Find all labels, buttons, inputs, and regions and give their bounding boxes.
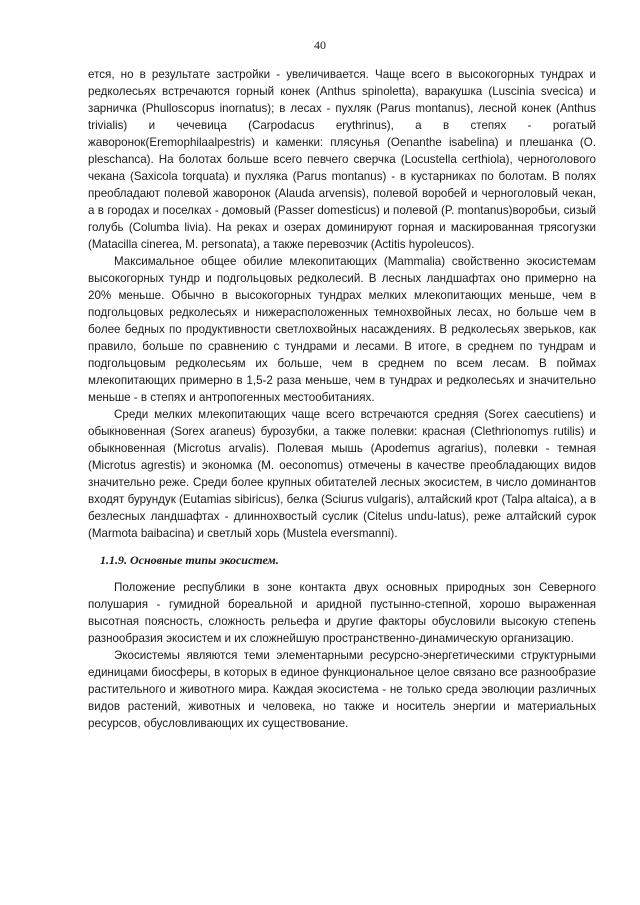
paragraph-birds: ется, но в результате застройки - увеличивается. Чаще всего в высокогорных тундрах и редколесьях встречаются горный конек (Anthus spinoletta), варакушка (Luscinia svecica) и зарничка (Phulloscopus inornatus); в лесах - пухляк (Parus montanus), лесной конек (Anthus trivialis) и чечевица (Carpodacus erythrinus), а в степях - рогатый жаворонок(Eremophilaalpestris) и каменки: плясунья (Oenanthe isabelina) и плешанка (O. pleschanca). На болотах больше всего певчего сверчка (Locustella certhiola), черноголового чекана (Saxicola torquata) и пухляка (Parus montanus) - в кустарниках по болотам. В полях преобладают полевой жаворонок (Alauda arvensis), полевой воробей и черноголовый чекан, а в городах и поселках - домовый (Passer domesticus) и полевой (P. montanus)воробьи, сизый голубь (Columba livia). На реках и озерах доминируют горная и маскированная трясогузки (Matacilla cinerea, M. personata), а также перевозчик (Actitis hypoleucos). [88, 68, 596, 251]
section-title: Основные типы экосистем. [130, 553, 279, 567]
paragraph-small-mammals: Среди мелких млекопитающих чаще всего встречаются средняя (Sorex caecutiens) и обыкновенная (Sorex araneus) бурозубки, а также полевки: красная (Clethrionomys rutilis) и обыкновенная (Microtus arvalis). Полевая мышь (Apodemus agrarius), полевки - темная (Microtus agrestis) и экономка (M. oeconomus) отмечены в качестве преобладающих видов значительно реже. Среди более крупных обитателей лесных экосистем, в число доминантов входят бурундук (Eutamias sibiricus), белка (Sciurus vulgaris), алтайский крот (Talpa altaica), а в безлесных ландшафтах - длиннохвостый суслик (Citelus undu-latus), реже алтайский сурок (Marmota baibacina) и светлый хорь (Mustela eversmanni). [88, 408, 596, 540]
page-number: 40 [314, 38, 326, 52]
paragraph-ecosystems-definition: Экосистемы являются теми элементарными ресурсно-энергетическими структурными единицами биосферы, в которых в единое функциональное целое связано все разнообразие растительного и животного мира. Каждая экосистема - не только среда эволюции различных видов растений, животных и человека, но также и носитель энергии и материальных ресурсов, обусловливающих их существование. [88, 649, 596, 730]
section-number: 1.1.9. [100, 553, 127, 567]
paragraph-republic-position: Положение республики в зоне контакта двух основных природных зон Северного полушария - гумидной бореальной и аридной пустынно-степной, хорошо выраженная высотная поясность, сложность рельефа и другие факторы обусловили высокую степень разнообразия экосистем и их сложнейшую пространственно-динамическую организацию. [88, 581, 596, 645]
body-text [88, 66, 596, 732]
section-heading [100, 552, 596, 569]
paragraph-mammals-abundance: Максимальное общее обилие млекопитающих (Mammalia) свойственно экосистемам высокогорных тундр и подгольцовых редколесий. В лесных ландшафтах оно примерно на 20% меньше. Обычно в высокогорных тундрах мелких млекопитающих меньше, чем в подгольцовых редколесьях и нижерасположенных темнохвойных лесах, но больше чем в более бедных по продуктивности светлохвойных насаждениях. В редколесьях зверьков, как правило, больше по сравнению с тундрами и лесами. В итоге, в среднем по тундрам и подгольцовым редколесьям их больше, чем в среднем по всем лесам. В поймах млекопитающих примерно в 1,5-2 раза меньше, чем в тундрах и редколесьях и значительно меньше - в степях и антропогенных местообитаниях. [88, 255, 596, 404]
